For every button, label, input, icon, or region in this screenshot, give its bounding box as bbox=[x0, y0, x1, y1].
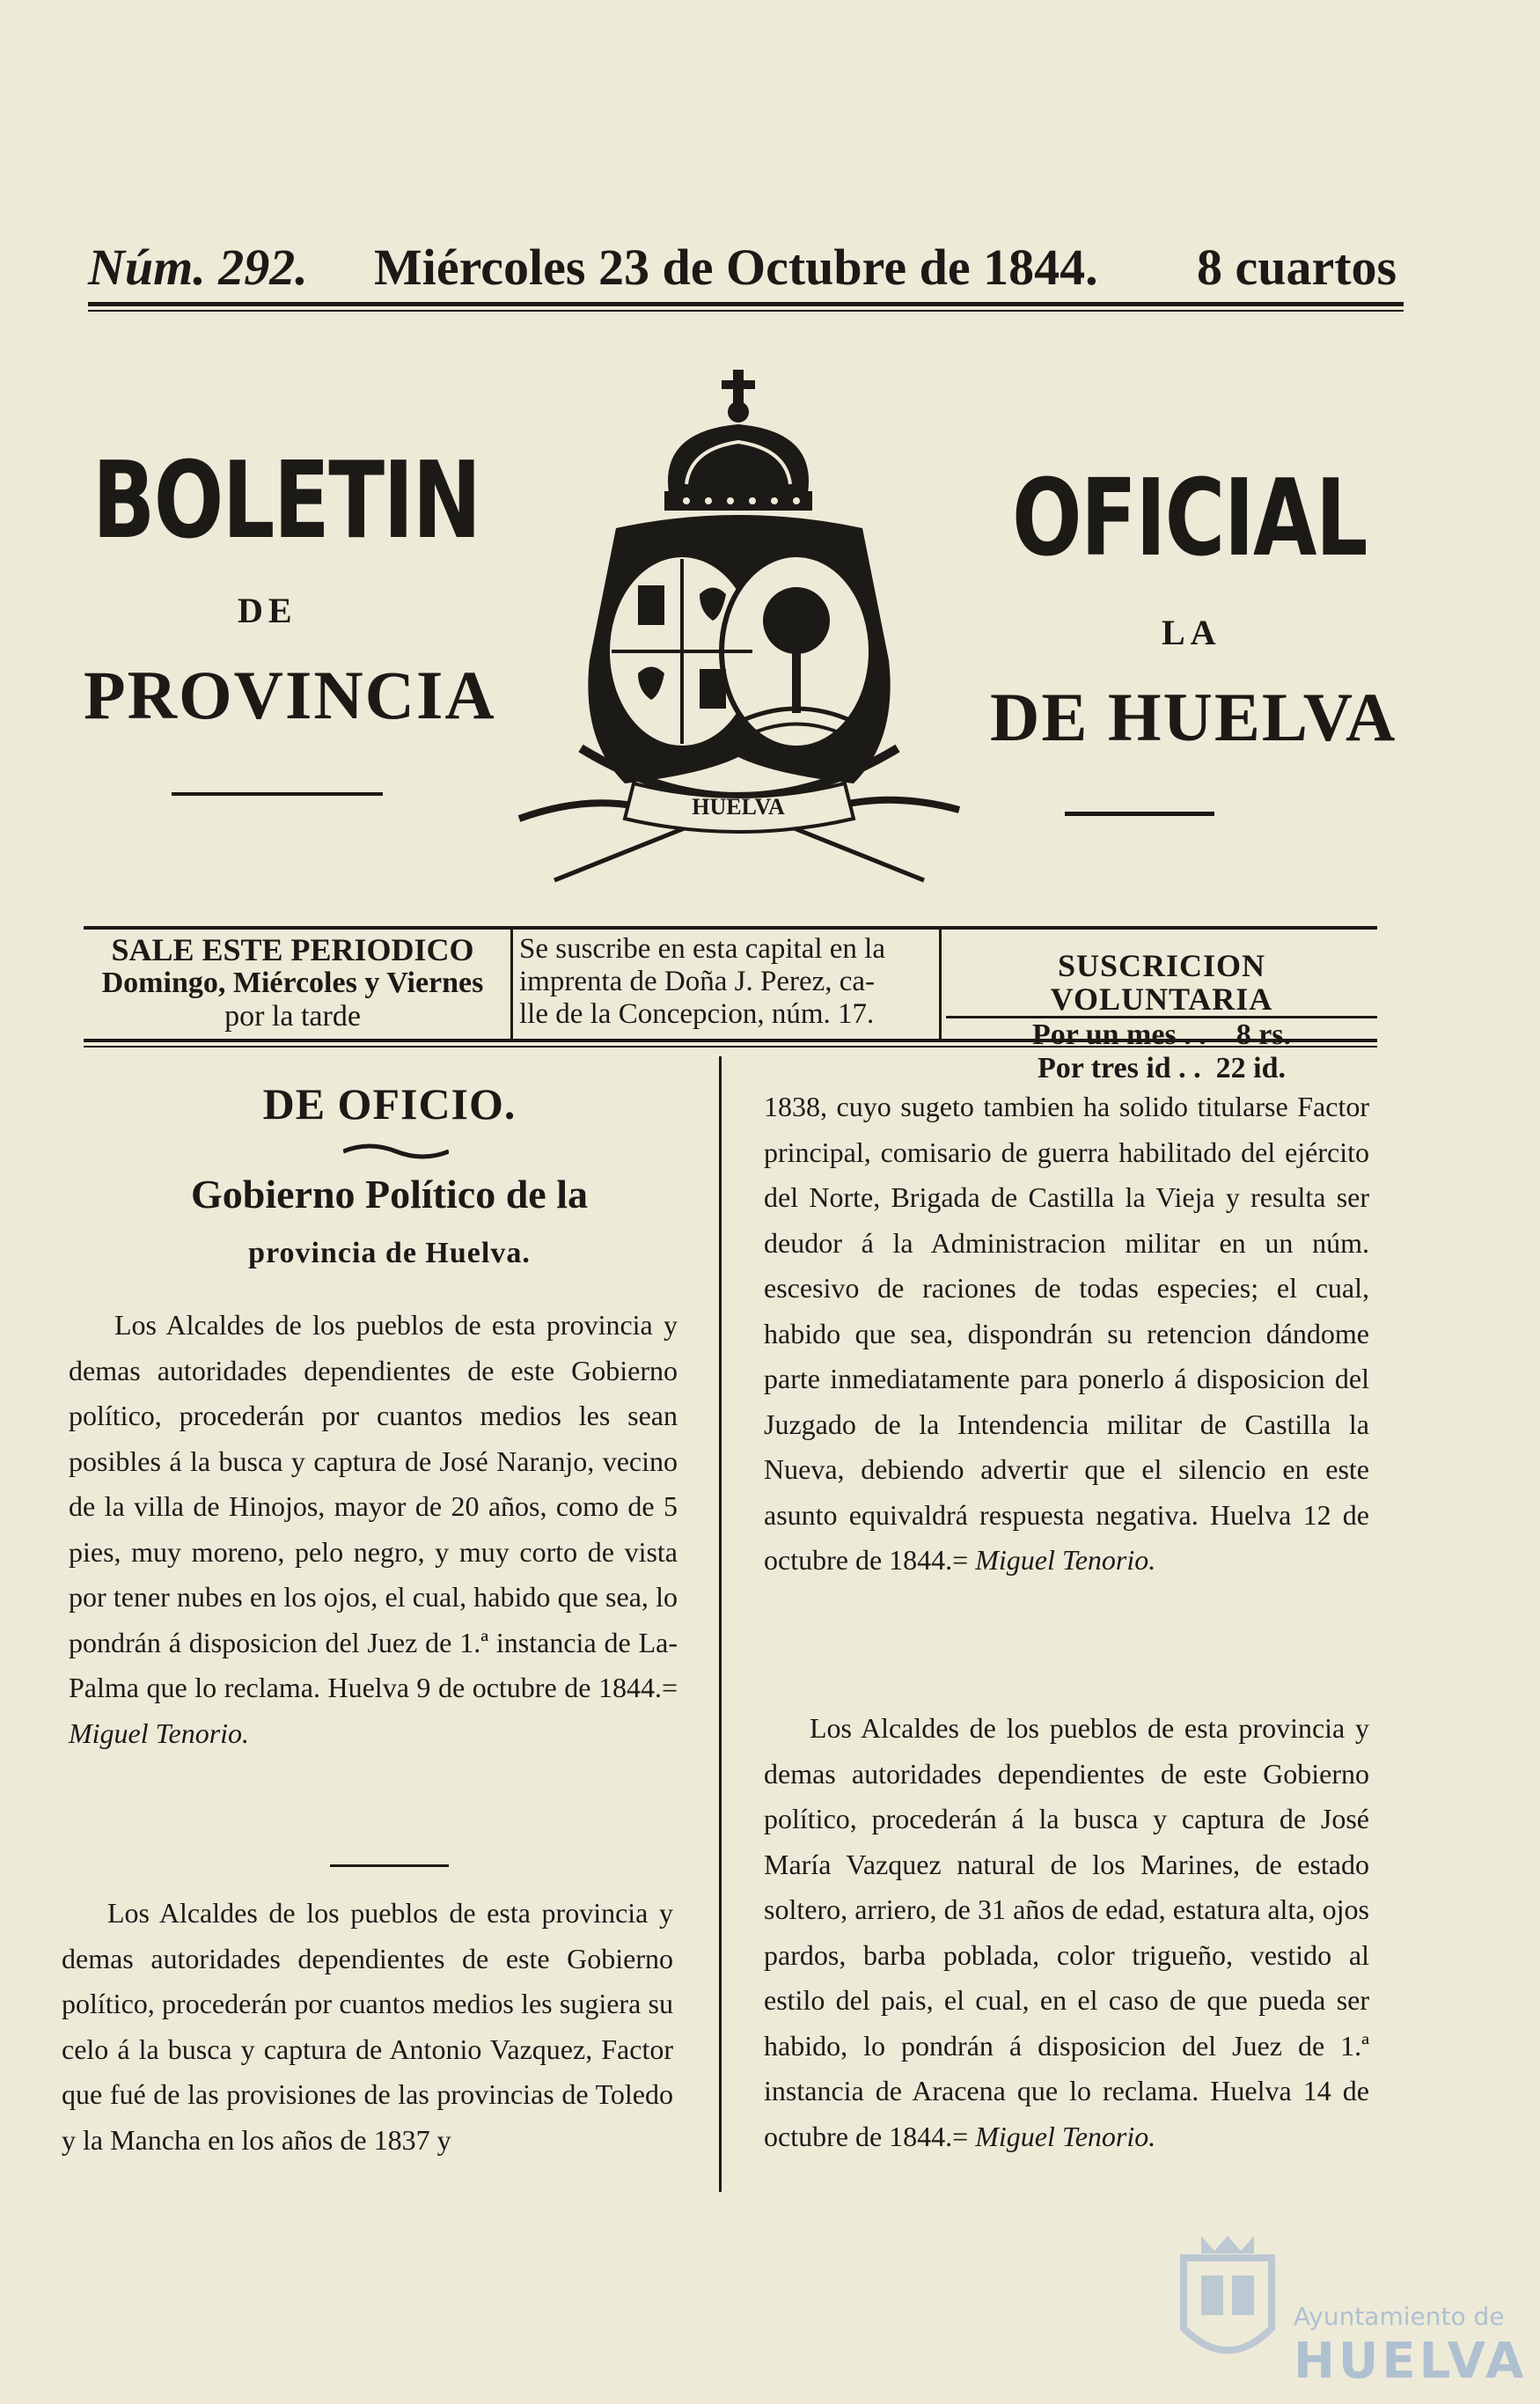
masthead-ornament-right bbox=[1065, 812, 1214, 816]
article-heading: Gobierno Político de la bbox=[190, 1172, 588, 1217]
info-right-line3: Por tres id . . 22 id. bbox=[1037, 1052, 1287, 1084]
article-subheading: provincia de Huelva. bbox=[248, 1237, 531, 1269]
info-subscription-place bbox=[519, 933, 933, 1031]
info-right-line2: Por un mes . . 8 rs. bbox=[1031, 1018, 1292, 1051]
coat-of-arms-icon bbox=[484, 370, 994, 898]
dateline-rule-thin bbox=[88, 310, 1404, 312]
masthead-la: LA bbox=[1162, 613, 1221, 652]
issue-price: 8 cuartos bbox=[1197, 239, 1397, 296]
masthead-provincia: PROVINCIA bbox=[84, 657, 496, 733]
article-antonio-signature: Miguel Tenorio. bbox=[975, 1544, 1156, 1576]
article-antonio-vazquez bbox=[62, 1891, 673, 2163]
masthead-de: DE bbox=[238, 591, 297, 630]
issue-date: Miércoles 23 de Octubre de 1844. bbox=[374, 239, 1098, 296]
crest-ribbon-text: HUELVA bbox=[692, 794, 785, 820]
masthead-boletin: BOLETIN bbox=[92, 440, 480, 562]
section-title: DE OFICIO. bbox=[262, 1079, 517, 1128]
info-mid-line3: lle de la Concepcion, núm. 17. bbox=[519, 998, 875, 1030]
article-antonio-body: Los Alcaldes de los pueblos de esta provincia y demas autoridades dependientes de este Gobierno político, procederán por cuantos medios les sugiera su celo á la busca y captura de Antonio Vazquez, Factor que fué de las provisiones de las provincias de Toledo y la Mancha en los años de 1837 y bbox=[62, 1897, 673, 2156]
article-jose-maria-signature: Miguel Tenorio. bbox=[975, 2120, 1156, 2152]
info-publication-days bbox=[79, 933, 506, 1033]
info-left-title: SALE ESTE PERIODICO bbox=[111, 932, 474, 967]
masthead-de-huelva: DE HUELVA bbox=[990, 679, 1397, 755]
article-antonio-cont-body: 1838, cuyo sugeto tambien ha solido titularse Factor principal, comisario de guerra habilitado del ejército del Norte, Brigada de Castilla la Vieja y resulta ser deudor á la Administracion militar en un núm. escesivo de raciones de todas especies; el cual, habido que sea, dispondrán su retencion dándome parte inmediatamente para ponerlo á disposicion del Juzgado de la Intendencia militar de Castilla la Nueva, debiendo advertir que el silencio en este asunto equivaldrá respuesta negativa. Huelva 12 de octubre de 1844.= bbox=[764, 1091, 1369, 1576]
info-divider-1 bbox=[510, 930, 513, 1039]
info-top-rule bbox=[84, 926, 1377, 930]
masthead-ornament-left bbox=[172, 792, 383, 796]
article-jose-maria-vazquez bbox=[764, 1706, 1369, 2159]
watermark-line2: HUELVA bbox=[1294, 2333, 1528, 2390]
city-crest-watermark-icon bbox=[1175, 2231, 1280, 2372]
dateline bbox=[88, 238, 1408, 308]
masthead-oficial: OFICIAL bbox=[1012, 458, 1368, 580]
info-mid-line1: Se suscribe en esta capital en la bbox=[519, 933, 885, 965]
info-mid-line2: imprenta de Doña J. Perez, ca- bbox=[519, 966, 876, 997]
info-divider-2 bbox=[939, 930, 942, 1039]
issue-number: Núm. 292. bbox=[88, 239, 308, 296]
article-jose-maria-body: Los Alcaldes de los pueblos de esta provincia y demas autoridades dependientes de este Gobierno político, procederán á la busca y captura de José María Vazquez natural de los Marines, de estado soltero, arriero, de 31 años de edad, estatura alta, ojos pardos, barba poblada, color trigueño, vestido al estilo del pais, el cual, en el caso de que pueda ser habido, lo pondrán á disposicion del Juez de 1.ª instancia de Aracena que lo reclama. Huelva 14 de octubre de 1844.= bbox=[764, 1712, 1369, 2152]
article-naranjo-signature: Miguel Tenorio. bbox=[69, 1717, 250, 1749]
info-left-line3: por la tarde bbox=[224, 1000, 361, 1033]
dateline-rule bbox=[88, 302, 1404, 306]
watermark-line1: Ayuntamiento de bbox=[1294, 2302, 1505, 2331]
info-left-line2: Domingo, Miércoles y Viernes bbox=[101, 967, 484, 999]
info-subscription-price bbox=[946, 949, 1377, 1085]
column-divider bbox=[719, 1056, 722, 2192]
article-antonio-continued bbox=[764, 1084, 1369, 1584]
article-separator-left bbox=[330, 1864, 449, 1867]
article-naranjo bbox=[69, 1303, 678, 1756]
info-right-title: SUSCRICION VOLUNTARIA bbox=[946, 949, 1377, 1018]
ornament-icon bbox=[343, 1143, 449, 1160]
article-naranjo-body: Los Alcaldes de los pueblos de esta provincia y demas autoridades dependientes de este Gobierno político, procederán por cuantos medios les sean posibles á la busca y captura de José Naranjo, vecino de la villa de Hinojos, mayor de 20 años, como de 5 pies, muy moreno, pelo negro, y muy corto de vista por tener nubes en los ojos, el cual, habido que sea, lo pondrán á disposicion del Juez de 1.ª instancia de La-Palma que lo reclama. Huelva 9 de octubre de 1844.= bbox=[69, 1309, 678, 1703]
